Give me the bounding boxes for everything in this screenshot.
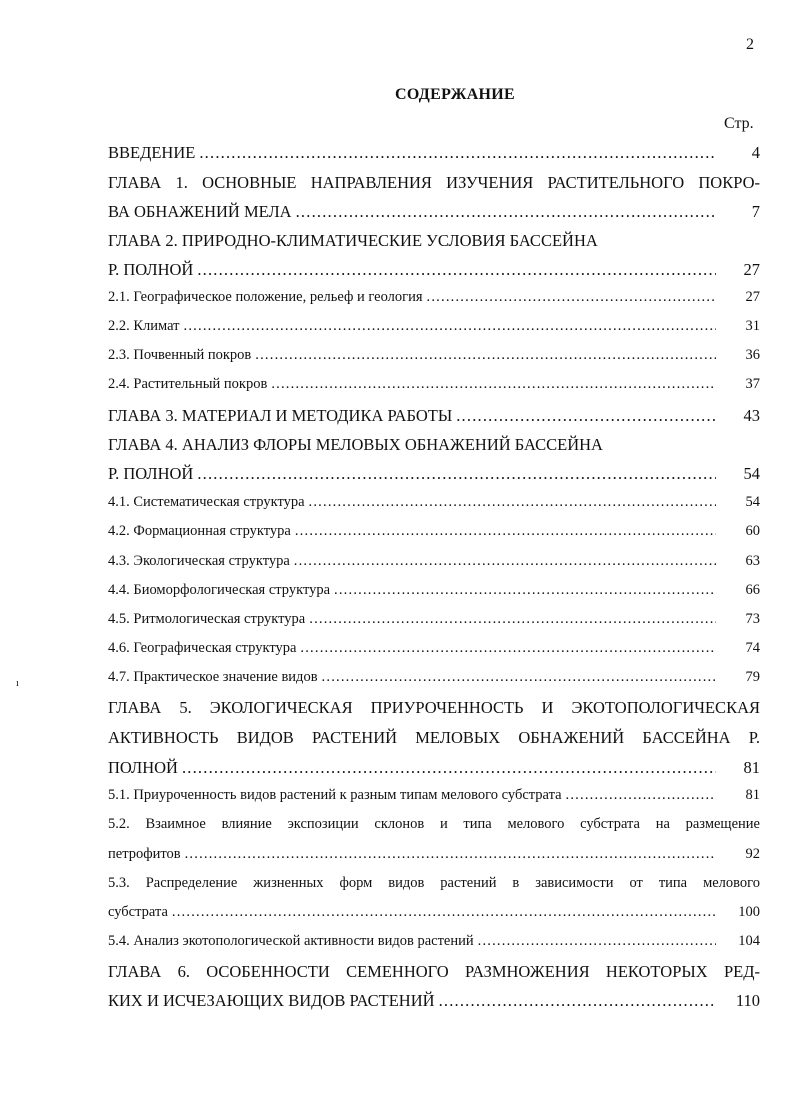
dot-leader: [294, 553, 716, 570]
toc-entry: [108, 611, 760, 633]
toc-entry: [108, 933, 760, 955]
toc-entry-title: 2.1. Географическое положение, рельеф и геология: [108, 289, 423, 305]
toc-entry: [108, 406, 760, 428]
dot-leader: [255, 347, 716, 364]
toc-entry: [108, 787, 760, 809]
toc-entry: [108, 669, 760, 691]
dot-leader: [172, 904, 716, 921]
dot-leader: [427, 289, 716, 306]
toc-entry-title: 4.7. Практическое значение видов: [108, 669, 318, 685]
toc-entry: [108, 640, 760, 662]
toc-entry-page: 36: [745, 347, 760, 363]
toc-entry: [108, 435, 760, 457]
toc-entry-page: 79: [745, 669, 760, 685]
toc-entry: [108, 289, 760, 311]
toc-entry: [108, 376, 760, 398]
dot-leader: [334, 582, 716, 599]
toc-entry-page: 100: [738, 904, 760, 920]
toc-entry-title: ГЛАВА 6. ОСОБЕННОСТИ СЕМЕННОГО РАЗМНОЖЕНИЯ НЕКОТОРЫХ РЕД-: [108, 962, 760, 981]
toc-entry-title: ГЛАВА 2. ПРИРОДНО-КЛИМАТИЧЕСКИЕ УСЛОВИЯ БАССЕЙНА: [108, 231, 598, 250]
dot-leader: [309, 611, 716, 628]
toc-entry-title: петрофитов: [108, 846, 181, 862]
toc-entry-page: 63: [745, 553, 760, 569]
dot-leader: [197, 464, 716, 484]
toc-entry-title: 4.3. Экологическая структура: [108, 553, 290, 569]
toc-entry-title: ГЛАВА 5. ЭКОЛОГИЧЕСКАЯ ПРИУРОЧЕННОСТЬ И ЭКОТОПОЛОГИЧЕСКАЯ: [108, 698, 760, 717]
toc-entry-page: 81: [745, 787, 760, 803]
dot-leader: [566, 787, 716, 804]
toc-entry: [108, 875, 760, 897]
toc-entry-title: ПОЛНОЙ: [108, 758, 178, 777]
toc-entry-title: 5.4. Анализ экотопологической активности видов растений: [108, 933, 474, 949]
dot-leader: [199, 143, 716, 163]
toc-entry-title: ВВЕДЕНИЕ: [108, 143, 196, 162]
page-number: 2: [746, 36, 754, 53]
toc-entry: [108, 231, 760, 253]
toc-entry-title: ГЛАВА 1. ОСНОВНЫЕ НАПРАВЛЕНИЯ ИЗУЧЕНИЯ РАСТИТЕЛЬНОГО ПОКРО-: [108, 173, 760, 192]
toc-entry-title: 2.2. Климат: [108, 318, 180, 334]
dot-leader: [322, 669, 716, 686]
page-title: СОДЕРЖАНИЕ: [394, 86, 516, 103]
dot-leader: [296, 202, 716, 222]
toc-entry: [108, 758, 760, 780]
dot-leader: [185, 846, 716, 863]
toc-entry: [108, 202, 760, 224]
toc-entry-page: 81: [743, 758, 760, 777]
dot-leader: [478, 933, 716, 950]
toc-entry-title: ВА ОБНАЖЕНИЙ МЕЛА: [108, 202, 292, 221]
toc-entry: [108, 728, 760, 750]
toc-entry-page: 37: [745, 376, 760, 392]
toc-entry-page: 27: [743, 260, 760, 279]
dot-leader: [300, 640, 716, 657]
dot-leader: [439, 991, 716, 1011]
toc-entry-title: 5.1. Приуроченность видов растений к разным типам мелового субстрата: [108, 787, 562, 803]
margin-mark: ı: [16, 678, 19, 689]
page-column-label: Стр.: [724, 115, 754, 132]
toc-entry-page: 43: [743, 406, 760, 425]
toc-entry-page: 110: [735, 991, 760, 1010]
toc-entry: [108, 260, 760, 282]
toc-entry-title: 4.5. Ритмологическая структура: [108, 611, 306, 627]
toc-entry-page: 4: [751, 143, 760, 162]
toc-entry: [108, 846, 760, 868]
toc-entry: [108, 991, 760, 1013]
toc-entry: [108, 553, 760, 575]
toc-entry: [108, 464, 760, 486]
toc-entry: [108, 816, 760, 838]
dot-leader: [197, 260, 716, 280]
toc-entry-page: 104: [738, 933, 760, 949]
dot-leader: [184, 318, 716, 335]
toc-entry-title: субстрата: [108, 904, 168, 920]
toc-entry-page: 54: [743, 464, 760, 483]
toc-entry-page: 60: [745, 523, 760, 539]
toc-entry-page: 7: [751, 202, 760, 221]
toc-entry: [108, 582, 760, 604]
dot-leader: [271, 376, 716, 393]
toc-entry: [108, 143, 760, 165]
toc-entry-title: 2.4. Растительный покров: [108, 376, 268, 392]
toc-entry-page: 66: [745, 582, 760, 598]
dot-leader: [182, 758, 716, 778]
toc-entry-title: 4.1. Систематическая структура: [108, 494, 305, 510]
toc-entry-page: 73: [745, 611, 760, 627]
toc-entry-title: 4.6. Географическая структура: [108, 640, 297, 656]
dot-leader: [309, 494, 716, 511]
toc-entry-title: 4.2. Формационная структура: [108, 523, 291, 539]
toc-entry-page: 54: [745, 494, 760, 510]
toc-entry-title: 2.3. Почвенный покров: [108, 347, 252, 363]
toc-entry: [108, 962, 760, 984]
toc-entry-title: Р. ПОЛНОЙ: [108, 464, 194, 483]
toc-entry-title: ГЛАВА 3. МАТЕРИАЛ И МЕТОДИКА РАБОТЫ: [108, 406, 453, 425]
toc-entry: [108, 173, 760, 195]
toc-entry: [108, 523, 760, 545]
toc-entry-title: 4.4. Биоморфологическая структура: [108, 582, 331, 598]
toc-entry: [108, 347, 760, 369]
dot-leader: [295, 523, 716, 540]
toc-entry-title: 5.2. Взаимное влияние экспозиции склонов и типа мелового субстрата на размещение: [108, 816, 760, 832]
dot-leader: [456, 406, 716, 426]
toc-entry: [108, 494, 760, 516]
toc-entry-title: Р. ПОЛНОЙ: [108, 260, 194, 279]
toc-entry: [108, 904, 760, 926]
toc-entry: [108, 318, 760, 340]
toc-entry-title: АКТИВНОСТЬ ВИДОВ РАСТЕНИЙ МЕЛОВЫХ ОБНАЖЕНИЙ БАССЕЙНА Р.: [108, 728, 760, 747]
toc-entry-page: 27: [745, 289, 760, 305]
toc-entry-title: ГЛАВА 4. АНАЛИЗ ФЛОРЫ МЕЛОВЫХ ОБНАЖЕНИЙ БАССЕЙНА: [108, 435, 603, 454]
toc-entry-page: 92: [745, 846, 760, 862]
toc-entry-title: КИХ И ИСЧЕЗАЮЩИХ ВИДОВ РАСТЕНИЙ: [108, 991, 435, 1010]
toc-entry-page: 74: [745, 640, 760, 656]
toc-entry: [108, 698, 760, 720]
toc-entry-title: 5.3. Распределение жизненных форм видов растений в зависимости от типа мелового: [108, 875, 760, 891]
toc-entry-page: 31: [745, 318, 760, 334]
